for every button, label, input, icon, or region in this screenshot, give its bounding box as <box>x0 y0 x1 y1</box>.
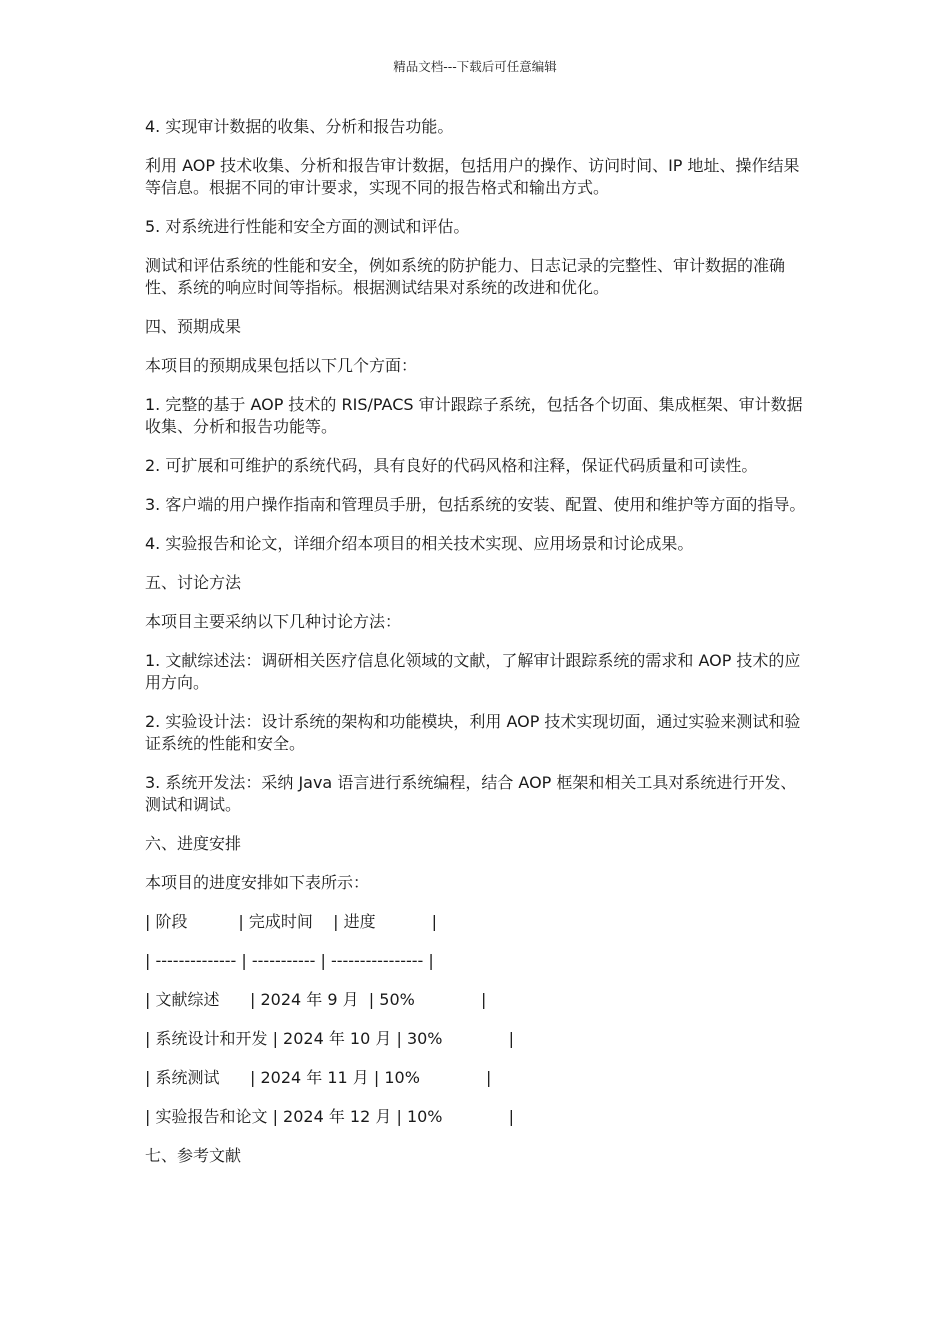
list-item: 1. 文献综述法：调研相关医疗信息化领域的文献，了解审计跟踪系统的需求和 AOP 技术的应用方向。 <box>145 651 801 692</box>
list-item: 3. 系统开发法：采纳 Java 语言进行系统编程，结合 AOP 框架和相关工具对系统进行开发、测试和调试。 <box>145 773 797 814</box>
table-row: | 实验报告和论文 | 2024 年 12 月 | 10% | <box>145 1107 515 1126</box>
list-item: 3. 客户端的用户操作指南和管理员手册，包括系统的安装、配置、使用和维护等方面的指导。 <box>145 495 806 514</box>
table-header-row: | 阶段 | 完成时间 | 进度 | <box>145 912 437 931</box>
paragraph: 4. 实现审计数据的收集、分析和报告功能。 <box>145 117 454 136</box>
table-row: | 系统测试 | 2024 年 11 月 | 10% | <box>145 1068 492 1087</box>
list-item: 4. 实验报告和论文，详细介绍本项目的相关技术实现、应用场景和讨论成果。 <box>145 534 694 553</box>
paragraph: 测试和评估系统的性能和安全，例如系统的防护能力、日志记录的完整性、审计数据的准确性、系统的响应时间等指标。根据测试结果对系统的改进和优化。 <box>145 256 786 297</box>
paragraph: 利用 AOP 技术收集、分析和报告审计数据，包括用户的操作、访问时间、IP 地址、操作结果等信息。根据不同的审计要求，实现不同的报告格式和输出方式。 <box>145 156 800 197</box>
paragraph: 本项目主要采纳以下几种讨论方法： <box>145 612 402 631</box>
table-row: | 系统设计和开发 | 2024 年 10 月 | 30% | <box>145 1029 515 1048</box>
table-separator-row: | -------------- | ----------- | ---------------- | <box>145 951 434 970</box>
paragraph: 本项目的预期成果包括以下几个方面： <box>145 356 418 375</box>
table-row: | 文献综述 | 2024 年 9 月 | 50% | <box>145 990 487 1009</box>
section-heading: 七、参考文献 <box>145 1146 242 1165</box>
paragraph: 5. 对系统进行性能和安全方面的测试和评估。 <box>145 217 470 236</box>
section-heading: 五、讨论方法 <box>145 573 242 592</box>
paragraph: 本项目的进度安排如下表所示： <box>145 873 370 892</box>
list-item: 2. 实验设计法：设计系统的架构和功能模块，利用 AOP 技术实现切面，通过实验来测试和验证系统的性能和安全。 <box>145 712 801 753</box>
section-heading: 四、预期成果 <box>145 317 242 336</box>
document-body <box>145 116 810 1184</box>
list-item: 1. 完整的基于 AOP 技术的 RIS/PACS 审计跟踪子系统，包括各个切面、集成框架、审计数据收集、分析和报告功能等。 <box>145 395 803 436</box>
page-header: 精品文档---下载后可任意编辑 <box>393 59 557 74</box>
list-item: 2. 可扩展和可维护的系统代码，具有良好的代码风格和注释，保证代码质量和可读性。 <box>145 456 758 475</box>
section-heading: 六、进度安排 <box>145 834 242 853</box>
